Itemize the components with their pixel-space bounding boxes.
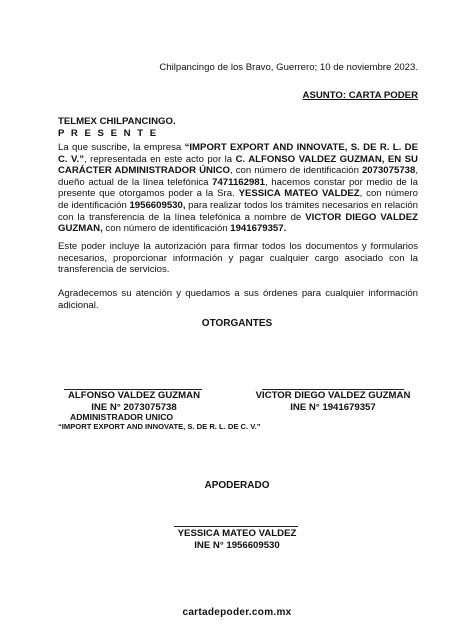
- text-segment: La que suscribe, la empresa: [58, 142, 185, 153]
- body-paragraph-2: Este poder incluye la autorización para firmar todos los documentos y formularios necesarios, proporcionar información y pagar cualquier cargo asociado con la transferencia de servicios.: [58, 241, 418, 276]
- signature-line-3: [174, 526, 298, 527]
- signatory-2-name: VICTOR DIEGO VALDEZ GUZMAN: [255, 390, 411, 401]
- new-owner-name: VICTOR DIEGO VALDEZ GUZMAN,: [58, 211, 418, 235]
- text-segment: , con número de identificación: [58, 188, 419, 211]
- text-segment: , representada en este acto por la: [84, 153, 236, 165]
- text-segment: con número de identificación: [102, 223, 231, 235]
- text-segment: para realizar todos los trámites necesarios en relación con la transferencia de la línea telefónica a nombre de: [58, 199, 418, 223]
- attorney-id: 1956609530,: [129, 199, 186, 211]
- signatory-1-company: “IMPORT EXPORT AND INNOVATE, S. DE R. L. DE C. V.”: [58, 422, 261, 431]
- subject-line: ASUNTO: CARTA PODER: [302, 90, 418, 101]
- signatory-1-block: [54, 390, 214, 413]
- phone-number: 7471162981: [212, 176, 265, 188]
- recipient-block: [58, 116, 176, 139]
- signatory-2-id: INE N° 1941679357: [290, 401, 376, 413]
- signatory-1-name: ALFONSO VALDEZ GUZMAN: [68, 390, 200, 401]
- signatory-2-block: [248, 390, 418, 413]
- apoderado-heading: APODERADO: [204, 480, 270, 491]
- date-line: Chilpancingo de los Bravo, Guerrero; 10 de noviembre 2023.: [159, 62, 418, 73]
- attorney-name: YESSICA MATEO VALDEZ: [238, 188, 360, 200]
- apoderado-block: [150, 528, 324, 551]
- text-segment: , con número de identificación: [230, 165, 362, 177]
- text-segment: , hacemos constar por medio de la presente que otorgamos poder a la Sra.: [58, 176, 418, 200]
- otorgantes-heading: OTORGANTES: [201, 318, 273, 329]
- new-owner-id: 1941679357.: [230, 223, 287, 235]
- text-segment: , dueño actual de la línea telefónica: [58, 165, 418, 188]
- signatory-1-id: INE N° 2073075738: [91, 401, 177, 413]
- signatory-1-role: ADMINISTRADOR UNICO: [70, 412, 174, 422]
- presente-line: P R E S E N T E: [58, 127, 159, 139]
- body-paragraph-1: [58, 142, 418, 235]
- recipient-name: TELMEX CHILPANCINGO.: [58, 116, 176, 127]
- apoderado-name: YESSICA MATEO VALDEZ: [177, 528, 297, 539]
- body-paragraph-3: Agradecemos su atención y quedamos a sus órdenes para cualquier información adicional.: [58, 288, 418, 311]
- company-name: “IMPORT EXPORT AND INNOVATE, S. DE R. L. DE C. V.”: [58, 142, 418, 165]
- representative-id: 2073075738: [361, 165, 416, 177]
- apoderado-id: INE N° 1956609530: [194, 539, 280, 551]
- footer-watermark: cartadepoder.com.mx: [182, 607, 292, 618]
- representative-name: C. ALFONSO VALDEZ GUZMAN, EN SU CARÁCTER ADMINISTRADOR ÚNICO: [58, 153, 418, 177]
